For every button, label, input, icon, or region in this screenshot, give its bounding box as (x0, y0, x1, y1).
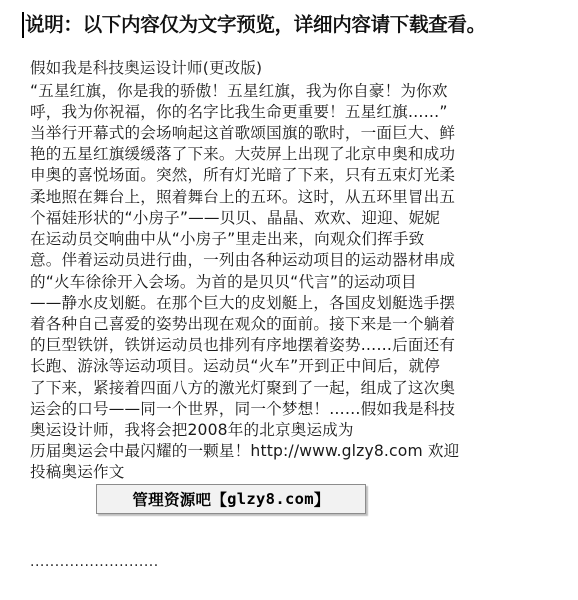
document-title: 假如我是科技奥运设计师(更改版) (30, 59, 263, 77)
body-line: 的“火车徐徐开入会场。为首的是贝贝“代言”的运动项目 (30, 273, 417, 291)
body-line: 了下来，紧接着四面八方的激光灯聚到了一起，组成了这次奥 (30, 379, 456, 397)
body-line: ——静水皮划艇。在那个巨大的皮划艇上，各国皮划艇选手摆 (30, 294, 456, 312)
body-line: 的巨型铁饼，铁饼运动员也排列有序地摆着姿势……后面还有 (30, 336, 456, 354)
body-line: 个福娃形状的“小房子”——贝贝、晶晶、欢欢、迎迎、妮妮 (30, 209, 441, 227)
body-line: 艳的五星红旗缓缓落了下来。大荧屏上出现了北京申奥和成功 (30, 145, 456, 163)
body-line: 奥运设计师，我将会把2008年的北京奥运成为 (30, 421, 354, 439)
text-cursor (22, 12, 24, 38)
body-line: 申奥的喜悦场面。突然，所有灯光暗了下来，只有五束灯光柔 (30, 166, 456, 184)
watermark-link[interactable]: glzy8.com (227, 490, 314, 508)
preview-notice: 说明：以下内容仅为文字预览，详细内容请下载查看。 (25, 13, 486, 36)
watermark-label: 管理资源吧【 (132, 491, 228, 509)
body-line: “五星红旗，你是我的骄傲！五星红旗，我为你自豪！为你欢 (30, 82, 448, 100)
site-watermark (96, 484, 366, 514)
body-line: 历届奥运会中最闪耀的一颗星！http://www.glzy8.com 欢迎 (30, 442, 460, 460)
body-line: 当举行开幕式的会场响起这首歌颂国旗的歌时，一面巨大、鲜 (30, 124, 456, 142)
body-line: 在运动员交响曲中从“小房子”里走出来，向观众们挥手致 (30, 230, 425, 248)
watermark-bracket: 】 (313, 491, 330, 509)
body-line: 运会的口号——同一个世界，同一个梦想！……假如我是科技 (30, 400, 456, 418)
body-line: 长跑、游泳等运动项目。运动员“火车”开到正中间后，就停 (30, 357, 441, 375)
body-line: 柔地照在舞台上，照着舞台上的五环。这时，从五环里冒出五 (30, 188, 456, 206)
body-line: 呼，我为你祝福，你的名字比我生命更重要！五星红旗……” (30, 103, 448, 121)
body-line: 着各种自己喜爱的姿势出现在观众的面前。接下来是一个躺着 (30, 315, 456, 333)
body-line: 意。伴着运动员进行曲，一列由各种运动项目的运动器材串成 (30, 251, 456, 269)
body-line: 投稿奥运作文 (30, 463, 125, 481)
truncation-dots: ·························· (30, 558, 159, 574)
